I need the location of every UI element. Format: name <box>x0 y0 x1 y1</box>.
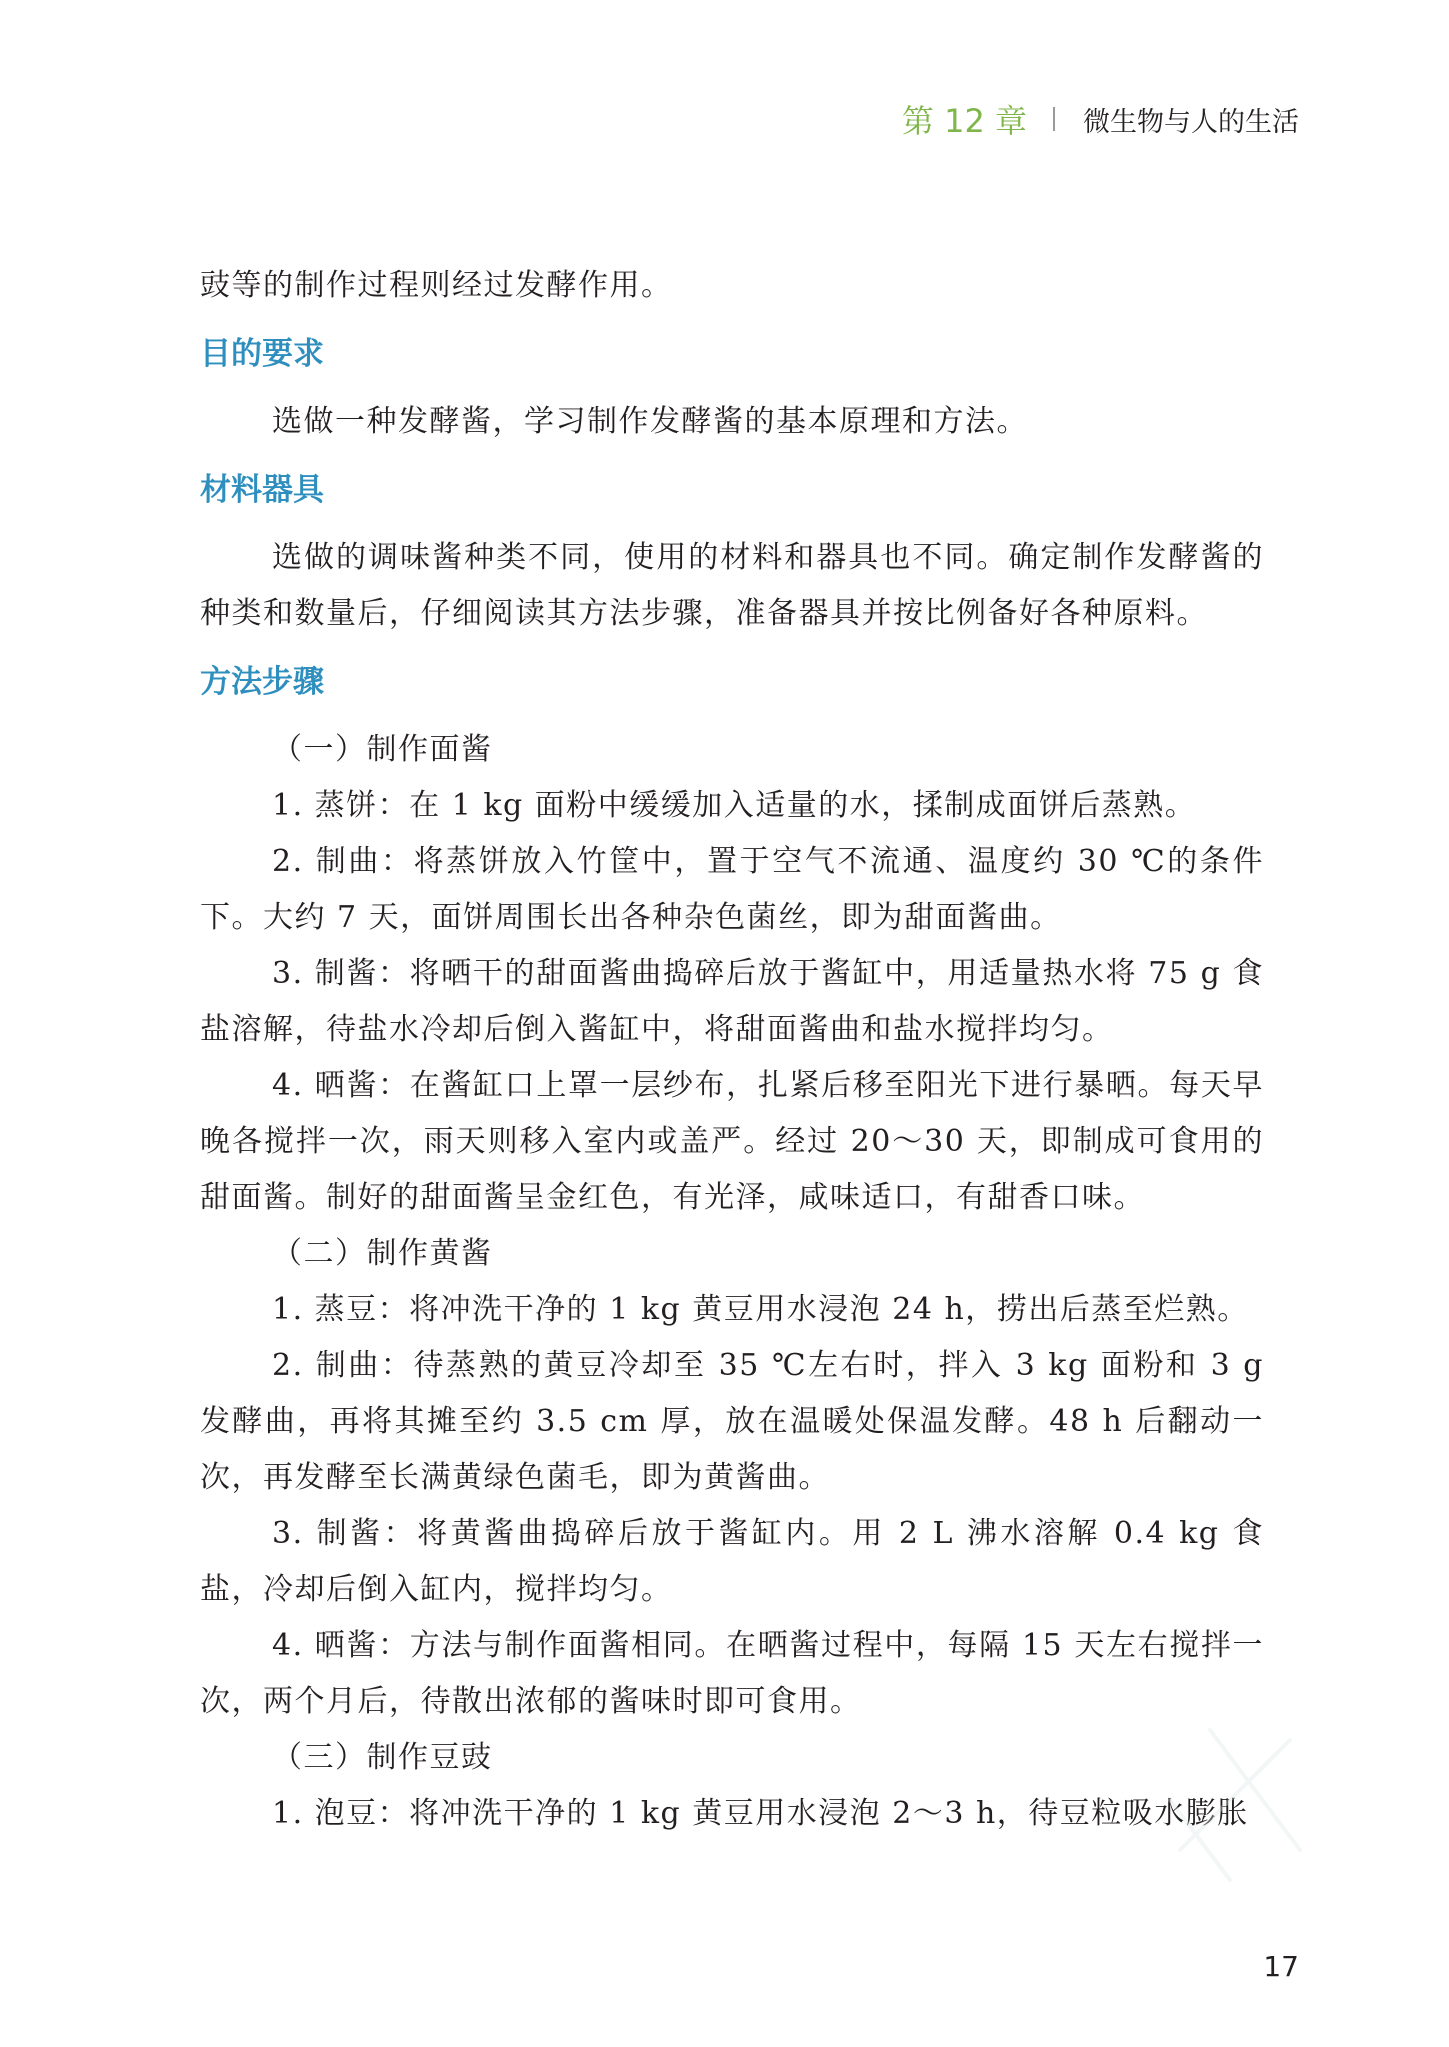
step-soybean-1: 1. 蒸豆：将冲洗干净的 1 kg 黄豆用水浸泡 24 h，捞出后蒸至烂熟。 <box>272 1292 1249 1327</box>
chapter-number: 第 12 章 <box>901 102 1027 140</box>
intro-continuation: 豉等的制作过程则经过发酵作用。 <box>200 268 673 303</box>
watermark-graphic <box>1150 1700 1320 1890</box>
running-header <box>902 96 1299 142</box>
chapter-title: 微生物与人的生活 <box>1083 106 1299 138</box>
step-flour-3: 3. 制酱：将晒干的甜面酱曲捣碎后放于酱缸中，用适量热水将 75 g 食盐溶解，待盐水冷却后倒入酱缸中，将甜面酱曲和盐水搅拌均匀。 <box>200 956 1264 1047</box>
step-flour-2: 2. 制曲：将蒸饼放入竹筐中，置于空气不流通、温度约 30 ℃的条件下。大约 7 天，面饼周围长出各种杂色菌丝，即为甜面酱曲。 <box>200 844 1264 935</box>
step-beans-1: 1. 泡豆：将冲洗干净的 1 kg 黄豆用水浸泡 2～3 h，待豆粒吸水膨胀 <box>272 1796 1249 1831</box>
header-divider <box>1053 107 1055 131</box>
materials-paragraph: 选做的调味酱种类不同，使用的材料和器具也不同。确定制作发酵酱的种类和数量后，仔细阅读其方法步骤，准备器具并按比例备好各种原料。 <box>200 540 1264 631</box>
objective-paragraph: 选做一种发酵酱，学习制作发酵酱的基本原理和方法。 <box>272 404 1028 439</box>
subheading-soybean-paste: （二）制作黄酱 <box>272 1236 493 1271</box>
step-soybean-3: 3. 制酱：将黄酱曲捣碎后放于酱缸内。用 2 L 沸水溶解 0.4 kg 食盐，冷却后倒入缸内，搅拌均匀。 <box>200 1516 1264 1607</box>
step-flour-4: 4. 晒酱：在酱缸口上罩一层纱布，扎紧后移至阳光下进行暴晒。每天早晚各搅拌一次，雨天则移入室内或盖严。经过 20～30 天，即制成可食用的甜面酱。制好的甜面酱呈金红色，有光泽，咸味适口，有甜香口味。 <box>200 1068 1264 1215</box>
step-flour-1: 1. 蒸饼：在 1 kg 面粉中缓缓加入适量的水，揉制成面饼后蒸熟。 <box>272 788 1197 823</box>
section-heading-materials: 材料器具 <box>200 472 324 508</box>
step-soybean-4: 4. 晒酱：方法与制作面酱相同。在晒酱过程中，每隔 15 天左右搅拌一次，两个月后，待散出浓郁的酱味时即可食用。 <box>200 1628 1264 1719</box>
section-heading-objective: 目的要求 <box>200 336 324 372</box>
subheading-fermented-beans: （三）制作豆豉 <box>272 1740 493 1775</box>
section-heading-procedure: 方法步骤 <box>200 664 324 700</box>
subheading-flour-paste: （一）制作面酱 <box>272 732 493 767</box>
page-body <box>200 258 1264 1842</box>
step-soybean-2: 2. 制曲：待蒸熟的黄豆冷却至 35 ℃左右时，拌入 3 kg 面粉和 3 g 发酵曲，再将其摊至约 3.5 cm 厚，放在温暖处保温发酵。48 h 后翻动一次，再发酵至长满黄绿色菌毛，即为黄酱曲。 <box>200 1348 1264 1495</box>
page-number: 17 <box>1263 1950 1299 1983</box>
